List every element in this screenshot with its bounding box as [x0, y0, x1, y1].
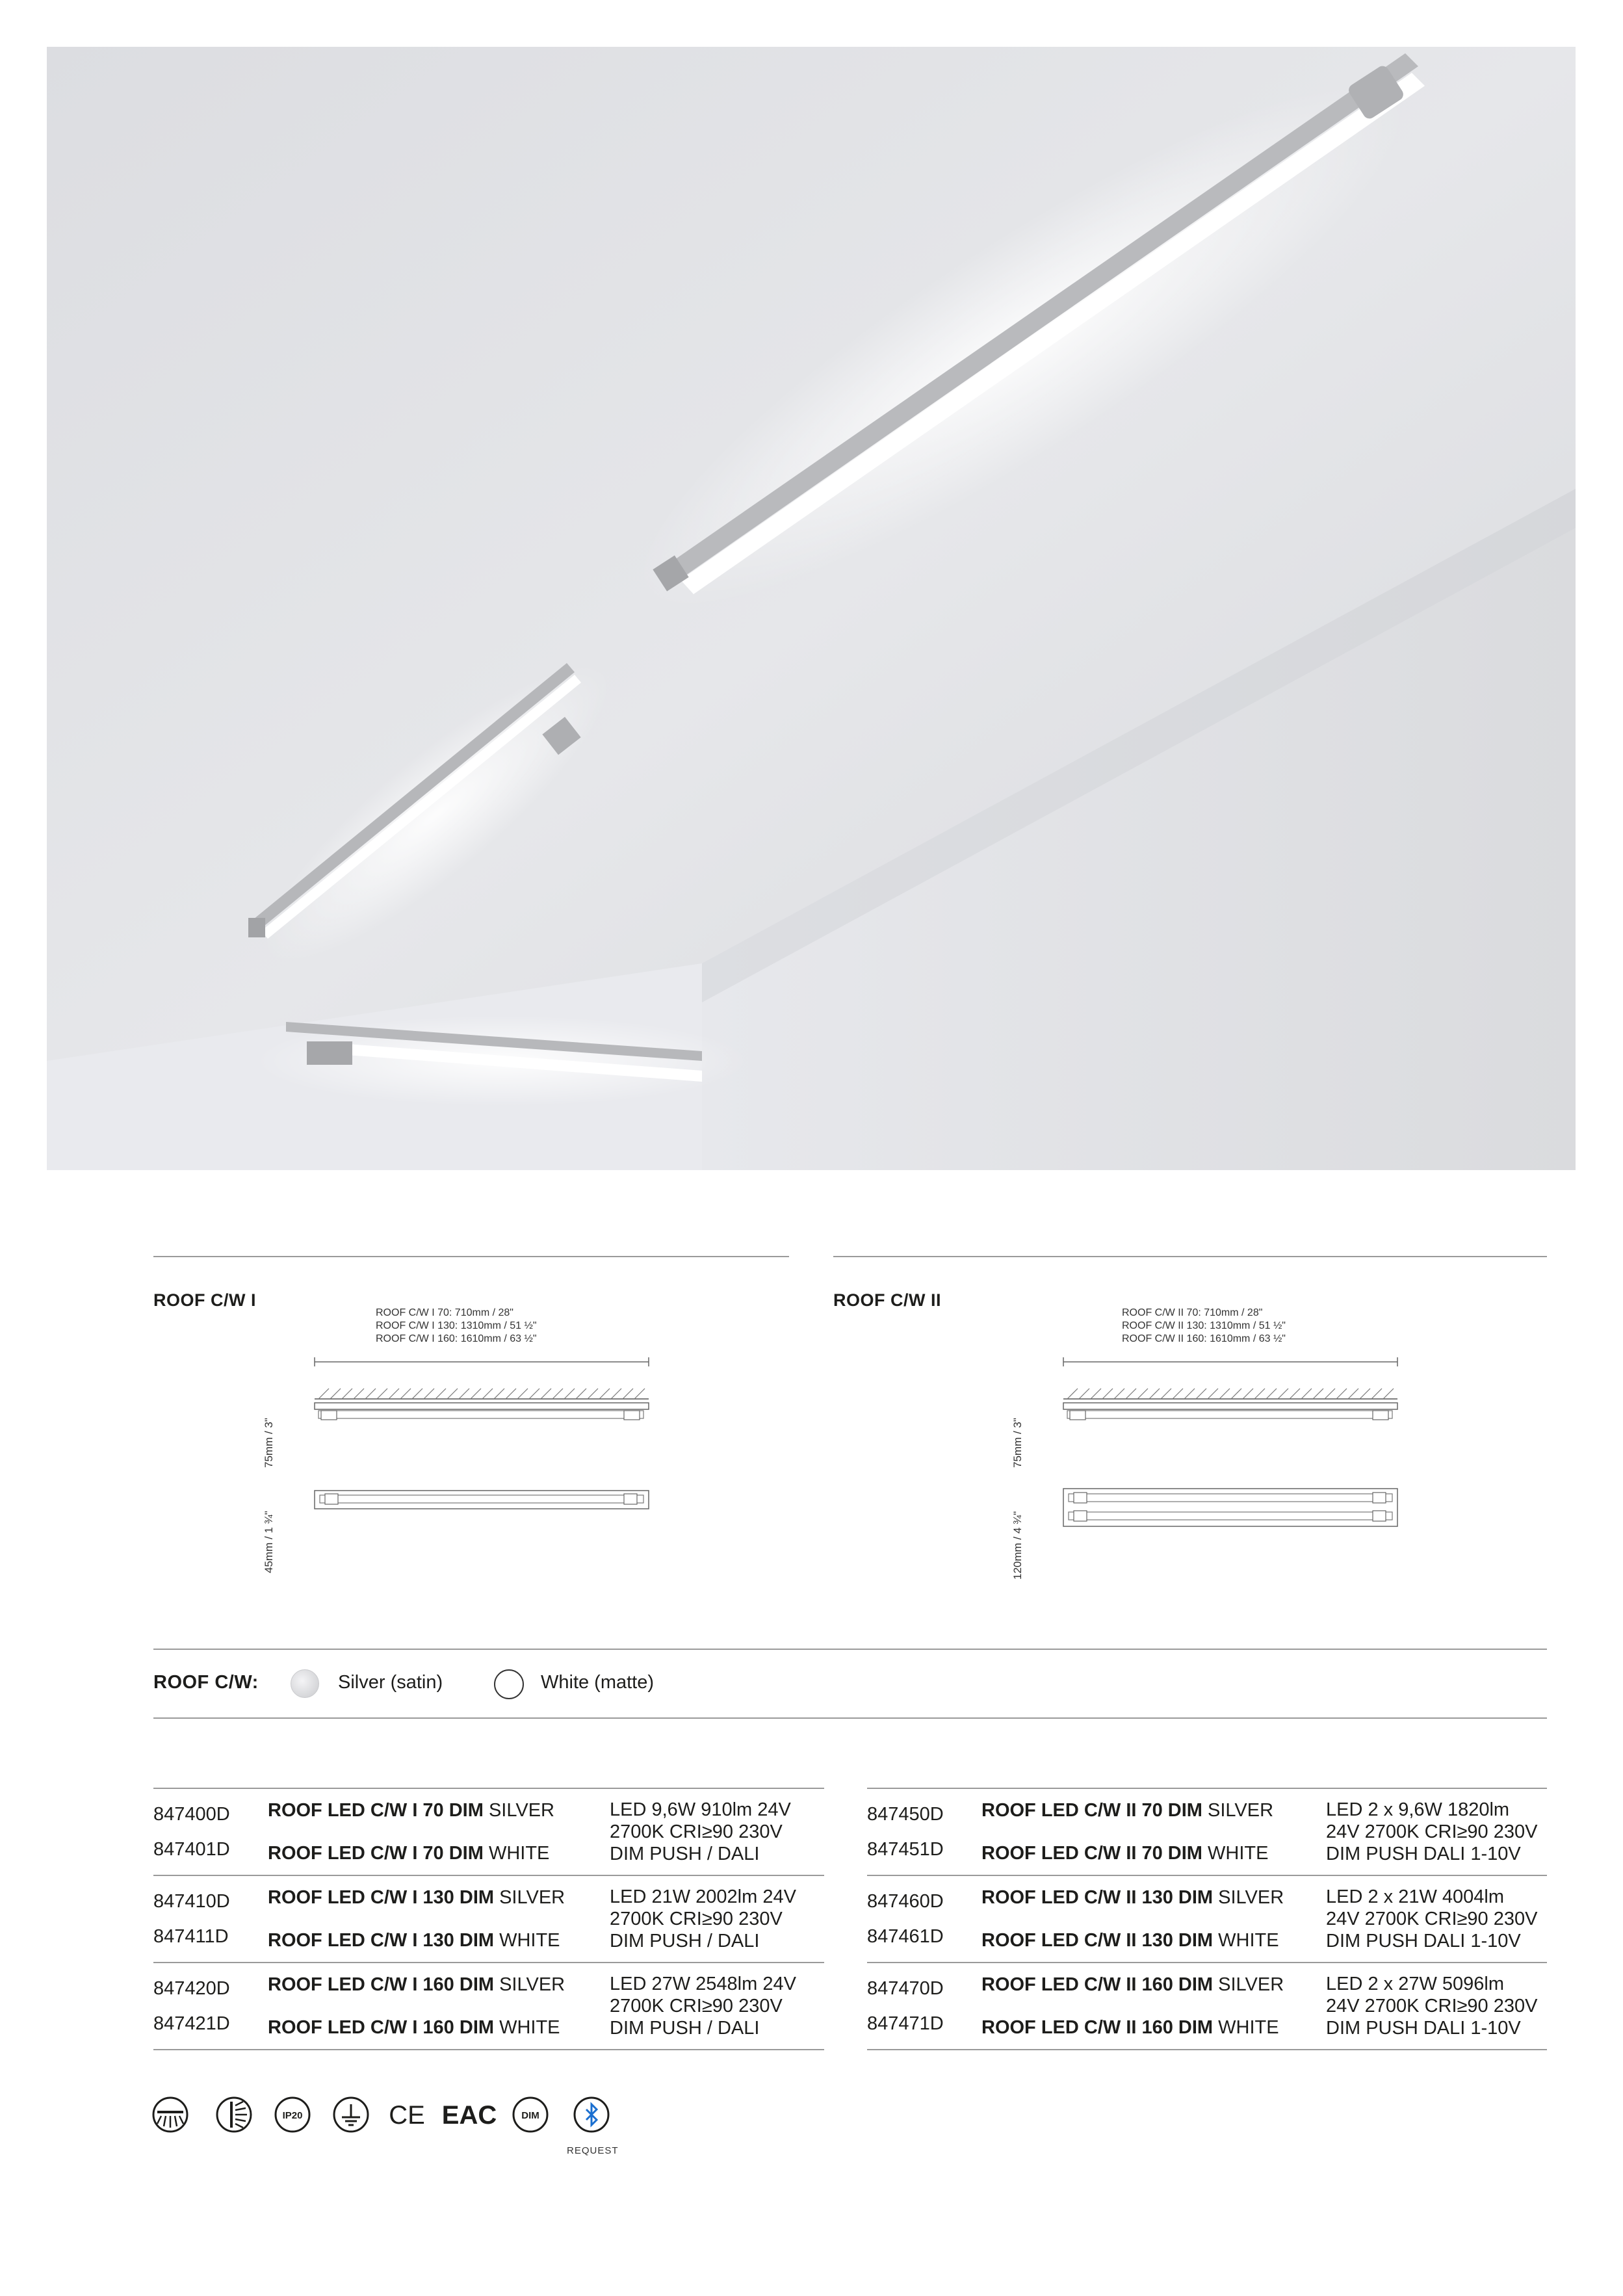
product-code: 847451D — [867, 1838, 944, 1860]
product-name — [981, 1919, 1326, 1963]
product-finish: WHITE — [1208, 1842, 1269, 1864]
product-code: 847420D — [153, 1977, 230, 1999]
product-model: ROOF LED C/W II 160 DIM — [981, 2016, 1214, 2038]
ip20-icon — [276, 2098, 309, 2132]
cw2-dim-160: ROOF C/W II 160: 1610mm / 63 ½" — [1122, 1333, 1286, 1344]
product-spec — [610, 1788, 824, 1875]
spec-line: LED 9,6W 910lm 24V — [610, 1799, 791, 1820]
product-model: ROOF LED C/W I 130 DIM — [268, 1929, 495, 1951]
silver-swatch — [291, 1669, 319, 1698]
light-distribution-icon — [153, 2098, 187, 2132]
product-name — [268, 1788, 610, 1832]
product-finish: SILVER — [1218, 1886, 1284, 1908]
product-code: 847460D — [867, 1890, 944, 1912]
product-model: ROOF LED C/W II 70 DIM — [981, 1842, 1202, 1864]
product-finish: WHITE — [1218, 2016, 1279, 2038]
product-code: 847461D — [867, 1925, 944, 1947]
ce-mark-icon — [389, 2101, 425, 2130]
spec-line: 24V 2700K CRI≥90 230V — [1326, 1821, 1538, 1842]
divider-cw1 — [153, 1256, 789, 1257]
finishes-top-divider — [153, 1649, 1547, 1650]
product-name — [981, 1963, 1326, 2006]
cw1-dim-70: ROOF C/W I 70: 710mm / 28" — [376, 1307, 513, 1318]
product-spec — [1326, 1963, 1547, 2050]
spec-line: DIM PUSH DALI 1-10V — [1326, 1931, 1521, 1951]
product-model: ROOF LED C/W II 160 DIM — [981, 1974, 1214, 1995]
spec-line: 2700K CRI≥90 230V — [610, 1996, 783, 2016]
product-finish: WHITE — [488, 1842, 550, 1864]
spec-line: LED 27W 2548lm 24V — [610, 1974, 796, 1994]
divider-cw2 — [833, 1256, 1547, 1257]
product-model: ROOF LED C/W I 160 DIM — [268, 2016, 495, 2038]
spec-line: DIM PUSH / DALI — [610, 1931, 760, 1951]
spec-line: DIM PUSH / DALI — [610, 1844, 760, 1864]
certification-icons — [152, 2096, 620, 2161]
product-model: ROOF LED C/W II 130 DIM — [981, 1929, 1214, 1951]
spec-line: LED 21W 2002lm 24V — [610, 1886, 796, 1907]
product-model: ROOF LED C/W II 70 DIM — [981, 1799, 1202, 1821]
cw1-width-label: 45mm / 1 ¾" — [263, 1511, 275, 1573]
cw2-dim-130: ROOF C/W II 130: 1310mm / 51 ½" — [1122, 1320, 1286, 1331]
spec-line: 2700K CRI≥90 230V — [610, 1821, 783, 1842]
cw1-dimensions — [376, 1307, 537, 1346]
product-code: 847411D — [153, 1925, 229, 1947]
product-finish: SILVER — [1218, 1974, 1284, 1995]
product-finish: SILVER — [488, 1799, 554, 1821]
product-code: 847410D — [153, 1890, 230, 1912]
table_left-table — [153, 1788, 824, 2050]
product-name — [268, 1963, 610, 2006]
spec-line: 24V 2700K CRI≥90 230V — [1326, 1996, 1538, 2016]
finish-silver-label: Silver (satin) — [338, 1672, 443, 1693]
table-row — [153, 1875, 824, 1919]
product-spec — [1326, 1788, 1547, 1875]
spec-line: 24V 2700K CRI≥90 230V — [1326, 1909, 1538, 1929]
spec-line: DIM PUSH / DALI — [610, 2018, 760, 2039]
product-name — [268, 1832, 610, 1875]
dim-icon — [513, 2098, 547, 2132]
finishes-label: ROOF C/W: — [153, 1672, 259, 1693]
cw2-height-label: 75mm / 3" — [1011, 1418, 1024, 1468]
product-table-right — [867, 1788, 1547, 2050]
light-beam-icon — [217, 2098, 251, 2132]
product-name — [268, 1919, 610, 1963]
cw1-height-label: 75mm / 3" — [263, 1418, 275, 1468]
spec-line: DIM PUSH DALI 1-10V — [1326, 1844, 1521, 1864]
product-code: 847450D — [867, 1803, 944, 1825]
spec-line: LED 2 x 27W 5096lm — [1326, 1974, 1505, 1994]
product-finish: SILVER — [499, 1886, 565, 1908]
product-table-left — [153, 1788, 824, 2050]
svg-text:EAC: EAC — [441, 2101, 497, 2130]
svg-text:CE: CE — [389, 2101, 425, 2130]
cw2-drawing — [1048, 1352, 1412, 1547]
product-code: 847421D — [153, 2013, 230, 2034]
hero-photo — [47, 47, 1576, 1170]
product-finish: WHITE — [1218, 1929, 1279, 1951]
cw1-drawing — [299, 1352, 663, 1534]
product-model: ROOF LED C/W I 130 DIM — [268, 1886, 495, 1908]
product-model: ROOF LED C/W I 160 DIM — [268, 1974, 495, 1995]
product-code: 847471D — [867, 2013, 944, 2034]
product-name — [268, 2006, 610, 2050]
request-label: REQUEST — [567, 2145, 619, 2156]
product-spec — [610, 1875, 824, 1963]
product-model: ROOF LED C/W II 130 DIM — [981, 1886, 1214, 1908]
cw2-dim-70: ROOF C/W II 70: 710mm / 28" — [1122, 1307, 1263, 1318]
table-row — [153, 1788, 824, 1832]
product-code: 847470D — [867, 1977, 944, 1999]
spec-line: DIM PUSH DALI 1-10V — [1326, 2018, 1521, 2039]
product-finish: WHITE — [499, 1929, 560, 1951]
table-row — [867, 1788, 1547, 1832]
finishes-bottom-divider — [153, 1717, 1547, 1719]
product-finish: WHITE — [499, 2016, 560, 2038]
product-spec — [1326, 1875, 1547, 1963]
product-spec — [610, 1963, 824, 2050]
ceiling-lights-illustration — [47, 47, 1576, 1170]
cw1-dim-130: ROOF C/W I 130: 1310mm / 51 ½" — [376, 1320, 537, 1331]
cw1-title: ROOF C/W I — [153, 1290, 256, 1310]
white-swatch — [494, 1669, 524, 1699]
bluetooth-icon — [575, 2098, 608, 2132]
product-name — [268, 1875, 610, 1919]
product-code: 847401D — [153, 1838, 230, 1860]
spec-line: 2700K CRI≥90 230V — [610, 1909, 783, 1929]
table-row — [153, 1963, 824, 2006]
spec-line: LED 2 x 21W 4004lm — [1326, 1886, 1505, 1907]
cw2-width-label: 120mm / 4 ¾" — [1011, 1511, 1024, 1580]
product-finish: SILVER — [499, 1974, 565, 1995]
cw2-title: ROOF C/W II — [833, 1290, 941, 1310]
cw2-dimensions — [1122, 1307, 1286, 1346]
product-name — [981, 1832, 1326, 1875]
class-1-earth-icon — [334, 2098, 368, 2132]
product-model: ROOF LED C/W I 70 DIM — [268, 1799, 484, 1821]
table-row — [867, 1963, 1547, 2006]
product-name — [981, 1788, 1326, 1832]
svg-text:DIM: DIM — [521, 2110, 539, 2121]
cw1-dim-160: ROOF C/W I 160: 1610mm / 63 ½" — [376, 1333, 537, 1344]
table-row — [867, 1875, 1547, 1919]
product-name — [981, 2006, 1326, 2050]
eac-mark-icon — [442, 2101, 497, 2130]
product-code: 847400D — [153, 1803, 230, 1825]
svg-text:IP20: IP20 — [282, 2110, 303, 2121]
table_right-table — [867, 1788, 1547, 2050]
finish-white-label: White (matte) — [541, 1672, 655, 1693]
product-name — [981, 1875, 1326, 1919]
spec-line: LED 2 x 9,6W 1820lm — [1326, 1799, 1510, 1820]
product-model: ROOF LED C/W I 70 DIM — [268, 1842, 484, 1864]
product-finish: SILVER — [1208, 1799, 1274, 1821]
